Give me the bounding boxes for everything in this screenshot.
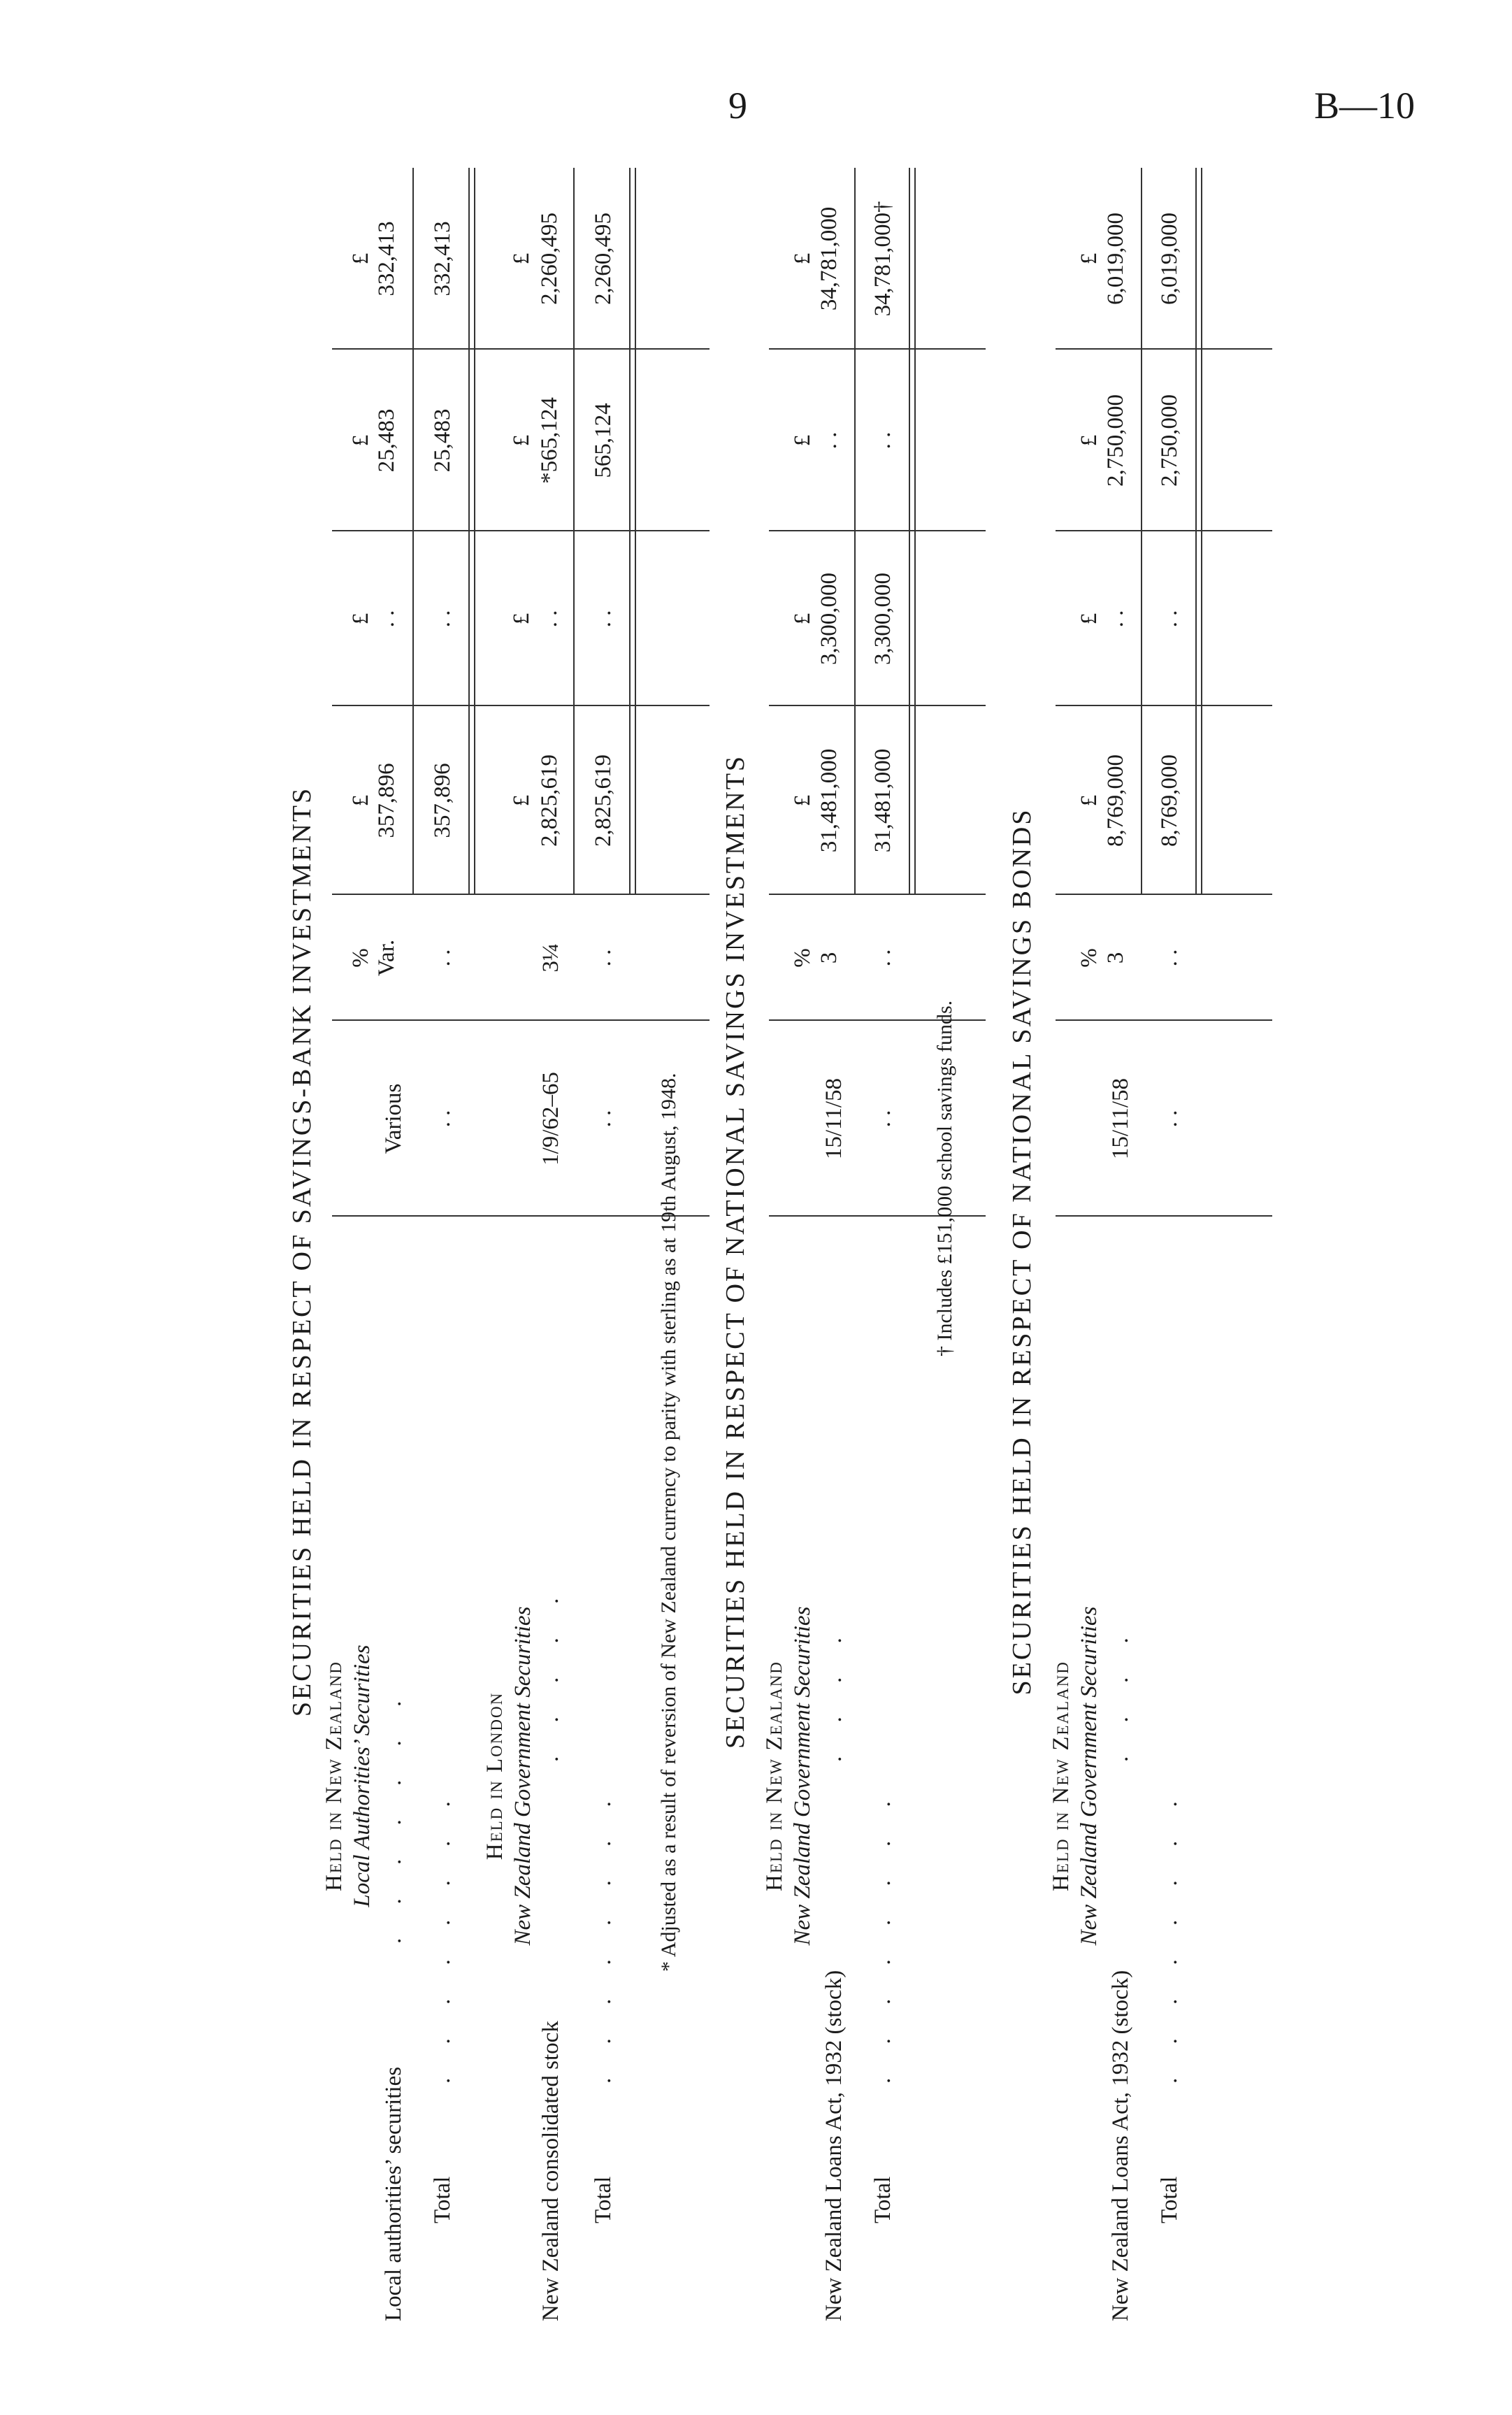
rate: Var. — [374, 939, 399, 977]
value-col1: 2,825,619 — [537, 754, 562, 847]
currency-unit: £ — [509, 434, 534, 447]
total-col2: . . — [1157, 610, 1182, 628]
total-col3: 565,124 — [591, 403, 616, 478]
due-date: . . — [430, 1110, 455, 1128]
rate: 3 — [1103, 952, 1128, 964]
currency-unit: £ — [1077, 612, 1102, 625]
national-savings-title: SECURITIES HELD IN RESPECT OF NATIONAL SAVINGS INVESTMENTS — [721, 754, 750, 1749]
local-authorities-subheading: Local Authorities’ Securities — [350, 1644, 375, 1907]
due-date: . . — [1157, 1110, 1182, 1128]
total-col3: 25,483 — [430, 408, 455, 473]
due-date: 15/11/58 — [1108, 1077, 1133, 1160]
total-col4: 332,413 — [430, 221, 455, 296]
value-col3: *565,124 — [537, 397, 562, 484]
double-rule — [909, 168, 916, 895]
due-date: Various — [381, 1083, 406, 1154]
rate: . . — [591, 949, 616, 967]
total-col4: 6,019,000 — [1157, 213, 1182, 305]
total-col4: 2,260,495 — [591, 213, 616, 305]
total-col1: 2,825,619 — [591, 754, 616, 847]
rule — [412, 168, 414, 895]
rotated-page-content — [273, 168, 1419, 2335]
footnote-asterisk: * Adjusted as a result of reversion of New Zealand currency to parity with sterling as at 19th August, 1948. — [657, 1073, 680, 1972]
value-col1: 357,896 — [374, 763, 399, 838]
value-col2: . . — [537, 610, 562, 628]
leader-dots: . . . . — [1108, 1624, 1133, 1762]
rate-unit: % — [348, 948, 373, 968]
document-reference: B—10 — [1314, 85, 1416, 127]
value-col2: . . — [1103, 610, 1128, 628]
row-label: New Zealand Loans Act, 1932 (stock) — [1108, 1970, 1133, 2321]
value-col3: 25,483 — [374, 408, 399, 473]
currency-unit: £ — [348, 794, 373, 807]
total-col1: 8,769,000 — [1157, 754, 1182, 847]
double-rule — [629, 168, 636, 895]
currency-unit: £ — [1077, 252, 1102, 265]
savings-bank-title: SECURITIES HELD IN RESPECT OF SAVINGS-BANK INVESTMENTS — [287, 786, 317, 1717]
held-in-nz-heading: Held in New Zealand — [1049, 1661, 1074, 1891]
rate: . . — [1157, 949, 1182, 967]
total-col1: 31,481,000 — [870, 748, 895, 853]
total-col3: . . — [870, 431, 895, 450]
value-col2: 3,300,000 — [816, 573, 842, 665]
held-in-london-heading: Held in London — [482, 1691, 507, 1861]
due-date: 1/9/62–65 — [538, 1072, 563, 1166]
double-rule — [468, 168, 475, 895]
value-col1: 31,481,000 — [816, 748, 842, 853]
nz-government-subheading: New Zealand Government Securities — [790, 1606, 815, 1946]
rate: . . — [870, 949, 895, 967]
due-date: 15/11/58 — [821, 1077, 847, 1160]
value-col1: 8,769,000 — [1103, 754, 1128, 847]
due-date: . . — [591, 1110, 616, 1128]
currency-unit: £ — [348, 434, 373, 447]
value-col4: 2,260,495 — [537, 213, 562, 305]
value-col3: 2,750,000 — [1103, 394, 1128, 487]
rule — [1141, 168, 1142, 895]
held-in-nz-heading: Held in New Zealand — [322, 1661, 347, 1891]
nz-government-subheading: New Zealand Government Securities — [510, 1606, 535, 1946]
currency-unit: £ — [509, 252, 534, 265]
currency-unit: £ — [348, 612, 373, 625]
leader-dots: . . . . . . . . — [870, 1787, 895, 2084]
value-col2: . . — [374, 610, 399, 628]
rate-unit: % — [790, 948, 815, 968]
total-col2: . . — [430, 610, 455, 628]
nz-government-subheading: New Zealand Government Securities — [1077, 1606, 1102, 1946]
rule — [573, 168, 575, 895]
due-date: . . — [870, 1110, 895, 1128]
row-label: New Zealand consolidated stock — [538, 2021, 563, 2321]
total-label: Total — [591, 2176, 616, 2223]
total-col4: 34,781,000† — [870, 201, 895, 317]
savings-bonds-title: SECURITIES HELD IN RESPECT OF NATIONAL SAVINGS BONDS — [1007, 808, 1037, 1696]
leader-dots: . . . . . . . . — [591, 1787, 616, 2084]
footnote-dagger: † Includes £151,000 school savings funds. — [933, 1000, 956, 1356]
currency-unit: £ — [509, 794, 534, 807]
currency-unit: £ — [1077, 794, 1102, 807]
leader-dots: . . . . . . . . — [1157, 1787, 1182, 2084]
held-in-nz-heading: Held in New Zealand — [762, 1661, 787, 1891]
rate: 3 — [816, 952, 842, 964]
total-label: Total — [870, 2176, 895, 2223]
total-col3: 2,750,000 — [1157, 394, 1182, 487]
total-col2: 3,300,000 — [870, 573, 895, 665]
leader-dots: . . . . . . . . — [430, 1787, 455, 2084]
total-col1: 357,896 — [430, 763, 455, 838]
currency-unit: £ — [348, 252, 373, 265]
currency-unit: £ — [790, 252, 815, 265]
value-col4: 34,781,000 — [816, 206, 842, 311]
total-label: Total — [1157, 2176, 1182, 2223]
currency-unit: £ — [790, 794, 815, 807]
currency-unit: £ — [1077, 434, 1102, 447]
rate-unit: % — [1077, 948, 1102, 968]
currency-unit: £ — [790, 612, 815, 625]
value-col4: 6,019,000 — [1103, 213, 1128, 305]
leader-dots: . . . . . . . — [381, 1686, 406, 1944]
double-rule — [1195, 168, 1202, 895]
currency-unit: £ — [790, 434, 815, 447]
value-col4: 332,413 — [374, 221, 399, 296]
total-label: Total — [430, 2176, 455, 2223]
rule — [854, 168, 856, 895]
page-number: 9 — [728, 85, 747, 127]
leader-dots: . . . . — [821, 1624, 847, 1762]
rate: . . — [430, 949, 455, 967]
row-label: Local authorities’ securities — [381, 2066, 406, 2321]
total-col2: . . — [591, 610, 616, 628]
leader-dots: . . . . . — [538, 1584, 563, 1762]
currency-unit: £ — [509, 612, 534, 625]
value-col3: . . — [816, 431, 842, 450]
row-label: New Zealand Loans Act, 1932 (stock) — [821, 1970, 847, 2321]
rate: 3¼ — [538, 943, 563, 973]
